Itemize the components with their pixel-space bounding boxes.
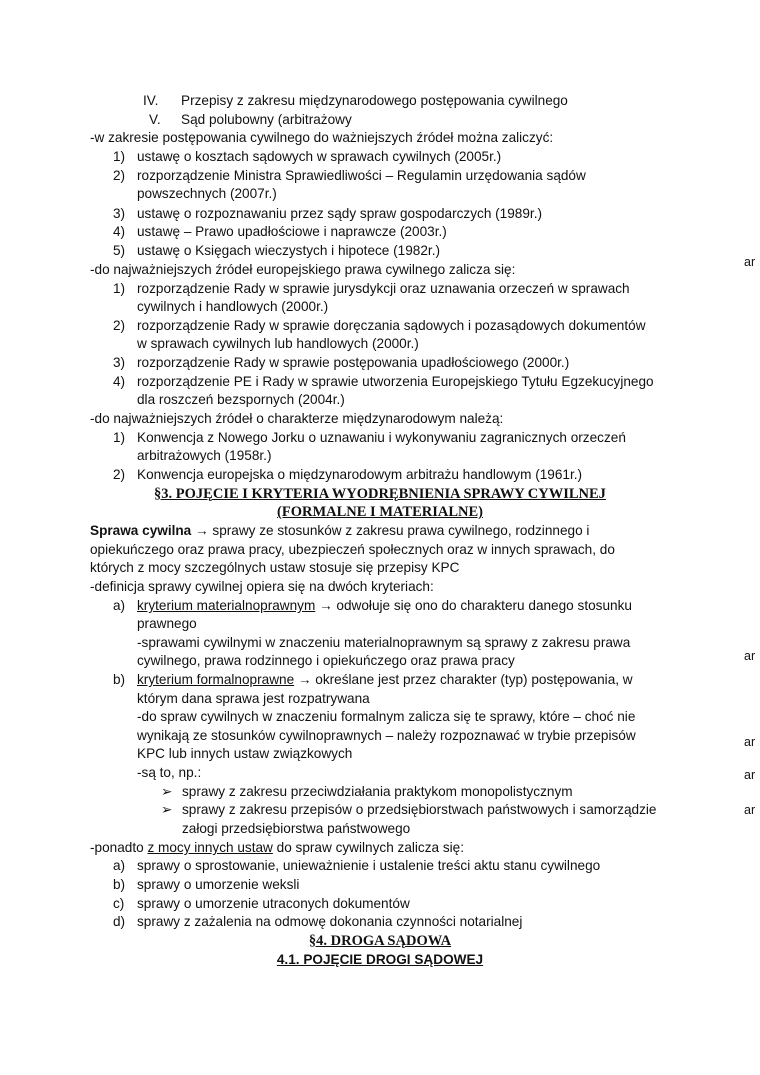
list-marker: IV. [143,93,159,108]
bullet-arrow-icon: ➢ [161,802,173,817]
margin-note: ar [744,768,756,782]
list-marker: 4) [113,374,126,389]
list-marker: 3) [113,355,126,370]
criterion-term: kryterium materialnoprawnym [137,598,316,613]
margin-note: ar [744,255,756,269]
arrow-icon: → [319,598,333,613]
other-item: sprawy o umorzenie utraconych dokumentów [137,896,410,911]
list-marker: 4) [113,224,126,239]
source-item-continuation: arbitrażowych (1958r.) [137,448,272,463]
criterion-line: KPC lub innych ustaw związkowych [137,746,353,761]
source-item-continuation: powszechnych (2007r.) [137,186,277,201]
list-marker: 2) [113,467,126,482]
other-intro-link: z mocy innych ustaw [147,840,273,855]
criterion-text: określane jest przez charakter (typ) postępowania, w [311,672,633,687]
section-intro: -do najważniejszych źródeł o charakterze międzynarodowym należą: [90,411,504,426]
list-marker: b) [113,877,126,892]
source-item: rozporządzenie Rady w sprawie postępowania upadłościowego (2000r.) [137,355,570,370]
section-heading [0,485,760,503]
criterion-line [137,671,633,689]
definition-text: sprawy ze stosunków z zakresu prawa cywilnego, rodzinnego i [208,523,590,538]
section-heading-4: §4. DROGA SĄDOWA [308,933,452,949]
bullet-item: sprawy z zakresu przeciwdziałania praktykom monopolistycznym [182,784,573,799]
list-marker: b) [113,672,126,687]
other-item: sprawy z zażalenia na odmowę dokonania czynności notarialnej [137,914,523,929]
source-item-continuation: cywilnych i handlowych (2000r.) [137,299,329,314]
source-item: Sąd polubowny (arbitrażowy [181,112,352,127]
bullet-item: sprawy z zakresu przepisów o przedsiębiorstwach państwowych i samorządzie [182,802,657,817]
list-marker: c) [113,896,125,911]
list-marker: d) [113,914,126,929]
source-item: Konwencja europejska o międzynarodowym arbitrażu handlowym (1961r.) [137,467,583,482]
list-marker: a) [113,598,126,613]
definition-line: których z mocy szczególnych ustaw stosuje się przepisy KPC [90,560,460,575]
section-intro: -do najważniejszych źródeł europejskiego prawa cywilnego zalicza się: [90,262,516,277]
section-heading-line1: §3. POJĘCIE I KRYTERIA WYODRĘBNIENIA SPRAWY CYWILNEJ [154,486,606,502]
other-item: sprawy o umorzenie weksli [137,877,300,892]
bullet-arrow-icon: ➢ [161,784,173,799]
source-item: rozporządzenie Rady w sprawie jurysdykcji oraz uznawania orzeczeń w sprawach [137,281,630,296]
criterion-term: kryterium formalnoprawne [137,672,295,687]
criterion-line: -do spraw cywilnych w znaczeniu formalnym zalicza się te sprawy, które – choć nie [137,709,636,724]
criterion-text: odwołuje się ono do charakteru danego stosunku [332,598,632,613]
source-item: ustawę o kosztach sądowych w sprawach cywilnych (2005r.) [137,149,502,164]
source-item: Konwencja z Nowego Jorku o uznawaniu i wykonywaniu zagranicznych orzeczeń [137,430,626,445]
criterion-line: którym dana sprawa jest rozpatrywana [137,691,370,706]
subsection-heading-41: 4.1. POJĘCIE DROGI SĄDOWEJ [276,952,484,967]
list-marker: 2) [113,168,126,183]
section-heading-continuation [0,503,760,521]
source-item: rozporządzenie PE i Rady w sprawie utworzenia Europejskiego Tytułu Egzekucyjnego [137,374,654,389]
definition-line: opiekuńczego oraz prawa pracy, ubezpieczeń społecznych oraz w innych sprawach, do [90,542,615,557]
criterion-line: prawnego [137,616,197,631]
bullet-item-continuation: załogi przedsiębiorstwa państwowego [182,821,411,836]
section-intro: -w zakresie postępowania cywilnego do ważniejszych źródeł można zaliczyć: [90,130,554,145]
arrow-icon: → [297,672,312,687]
arrow-icon: → [195,523,209,538]
definition-line [90,522,589,540]
source-item: rozporządzenie Rady w sprawie doręczania sądowych i pozasądowych dokumentów [137,318,646,333]
criteria-intro: -definicja sprawy cywilnej opiera się na dwóch kryteriach: [90,579,434,594]
list-marker: 1) [113,281,126,296]
other-item: sprawy o sprostowanie, unieważnienie i ustalenie treści aktu stanu cywilnego [137,858,601,873]
margin-note: ar [744,803,756,817]
source-item: Przepisy z zakresu międzynarodowego postępowania cywilnego [181,93,568,108]
list-marker: 1) [113,430,126,445]
other-intro-post: do spraw cywilnych zalicza się: [272,840,465,855]
other-intro [90,839,464,857]
subsection-heading [0,951,760,969]
source-item: ustawę – Prawo upadłościowe i naprawcze (2003r.) [137,224,447,239]
criterion-line: -są to, np.: [137,765,202,780]
list-marker: 5) [113,243,126,258]
list-marker: V. [149,112,161,127]
source-item: ustawę o rozpoznawaniu przez sądy spraw gospodarczych (1989r.) [137,206,543,221]
list-marker: 1) [113,149,126,164]
criterion-line: wynikają ze stosunków cywilnoprawnych – należy rozpoznawać w trybie przepisów [137,728,636,743]
source-item: ustawę o Księgach wieczystych i hipotece (1982r.) [137,243,440,258]
section-heading-line2: (FORMALNE I MATERIALNE) [277,504,483,520]
criterion-line: -sprawami cywilnymi w znaczeniu materialnoprawnym są sprawy z zakresu prawa [137,635,631,650]
list-marker: 3) [113,206,126,221]
list-marker: a) [113,858,126,873]
source-item-continuation: dla roszczeń bezspornych (2004r.) [137,392,345,407]
list-marker: 2) [113,318,126,333]
source-item: rozporządzenie Ministra Sprawiedliwości – Regulamin urzędowania sądów [137,168,586,183]
other-intro-pre: -ponadto [90,840,148,855]
source-item-continuation: w sprawach cywilnych lub handlowych (2000r.) [137,336,419,351]
criterion-line [137,597,632,615]
section-heading [0,932,760,950]
criterion-line: cywilnego, prawa rodzinnego i opiekuńczego oraz prawa pracy [137,653,515,668]
margin-note: ar [744,649,756,663]
definition-term: Sprawa cywilna [90,523,192,538]
margin-note: ar [744,735,756,749]
